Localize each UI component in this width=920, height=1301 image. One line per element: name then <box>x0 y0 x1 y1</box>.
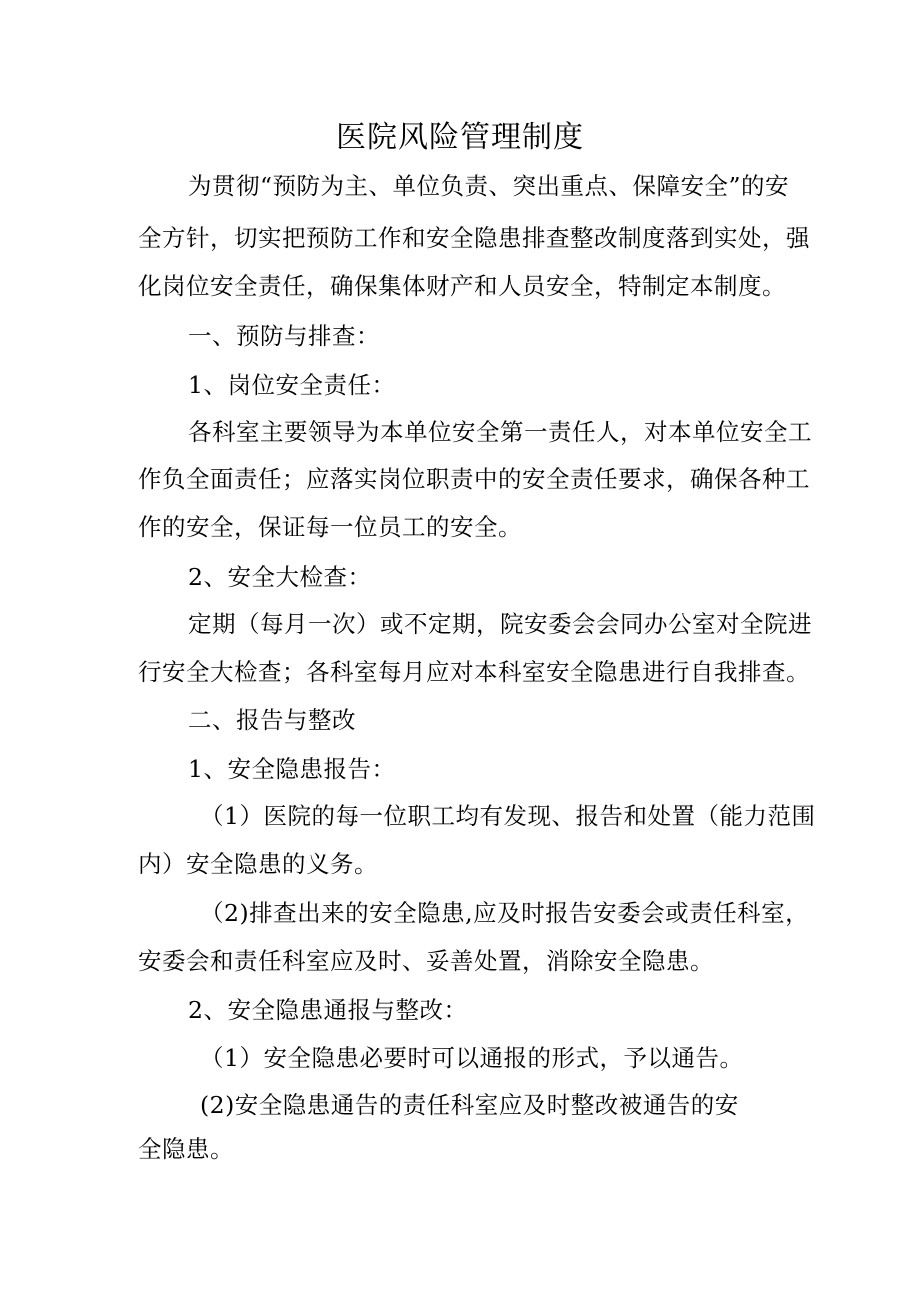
list-item: （1）安全隐患必要时可以通报的形式，予以通告。 <box>200 1044 744 1072</box>
list-item: （2)排查出来的安全隐患,应及时报告安委会或责任科室， <box>200 899 810 927</box>
paragraph-line: 行安全大检查；各科室每月应对本科室安全隐患进行自我排查。 <box>138 658 810 686</box>
subsection-heading: 2、安全隐患通报与整改： <box>188 996 468 1024</box>
list-item-continuation: 全隐患。 <box>138 1135 234 1163</box>
list-item: (2)安全隐患通告的责任科室应及时整改被通告的安 <box>200 1091 739 1119</box>
paragraph-line: 化岗位安全责任，确保集体财产和人员安全，特制定本制度。 <box>138 272 786 300</box>
paragraph-line: 各科室主要领导为本单位安全第一责任人，对本单位安全工 <box>188 418 812 446</box>
subsection-heading: 1、岗位安全责任： <box>188 371 396 399</box>
paragraph-line: 为贯彻“预防为主、单位负责、突出重点、保障安全”的安 <box>188 172 790 200</box>
paragraph-line: 作的安全，保证每一位员工的安全。 <box>138 513 522 541</box>
list-item-continuation: 内）安全隐患的义务。 <box>138 850 378 878</box>
section-heading: 二、报告与整改 <box>188 706 356 734</box>
list-item: （1）医院的每一位职工均有发现、报告和处置（能力范围 <box>200 802 816 830</box>
document-title: 医院风险管理制度 <box>336 120 584 155</box>
paragraph-line: 定期（每月一次）或不定期，院安委会会同办公室对全院进 <box>188 610 812 638</box>
subsection-heading: 2、安全大检查： <box>188 563 372 591</box>
section-heading: 一、预防与排查： <box>188 322 380 350</box>
list-item-continuation: 安委会和责任科室应及时、妥善处置，消除安全隐患。 <box>138 947 714 975</box>
subsection-heading: 1、安全隐患报告： <box>188 755 396 783</box>
paragraph-line: 全方针，切实把预防工作和安全隐患排查整改制度落到实处，强 <box>138 224 810 252</box>
paragraph-line: 作负全面责任；应落实岗位职责中的安全责任要求，确保各种工 <box>138 465 810 493</box>
